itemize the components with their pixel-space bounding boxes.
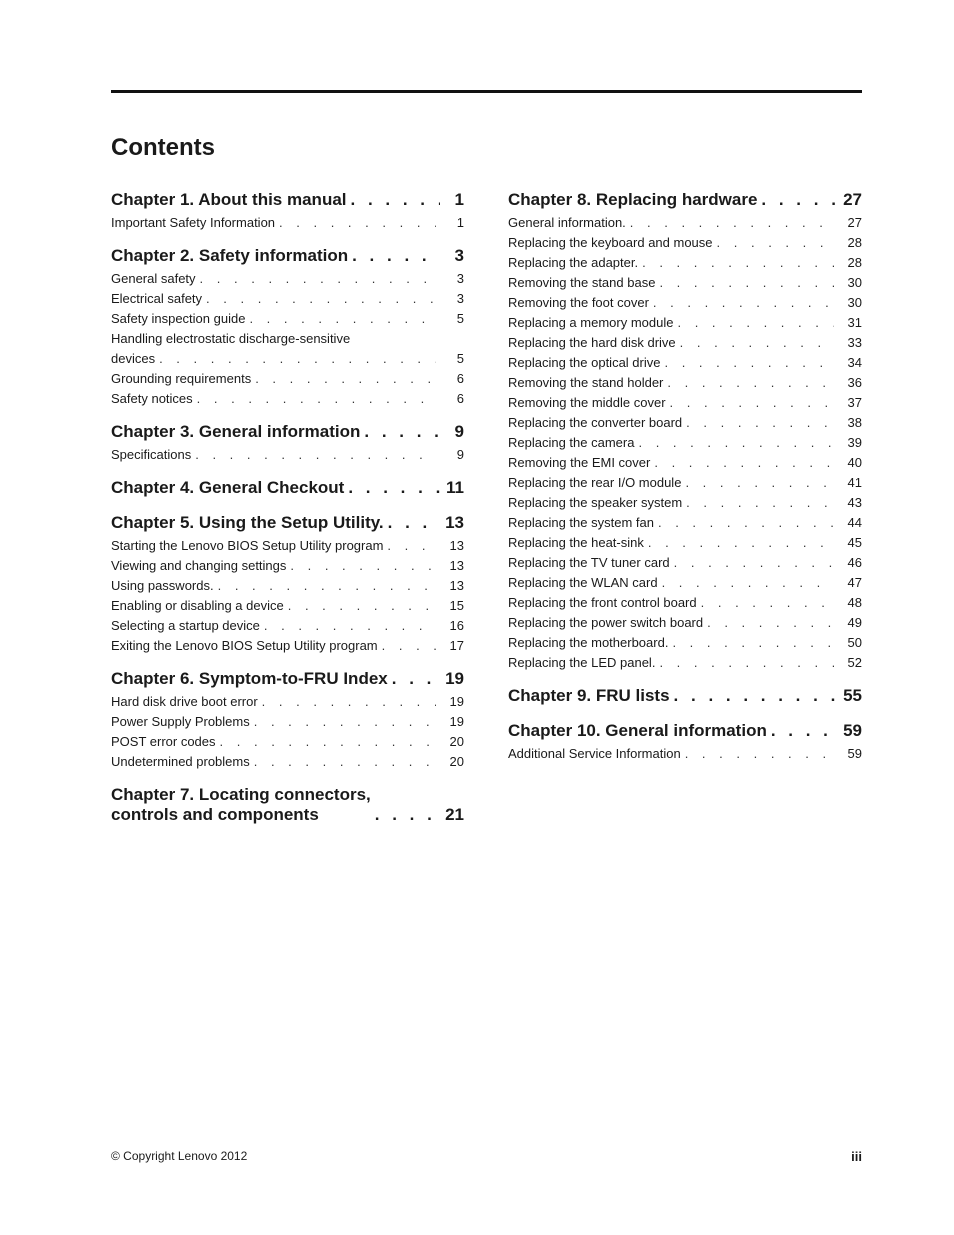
entry-page-number: 20 [449, 754, 464, 769]
entry-page-number: 13 [449, 538, 464, 553]
entry-page-number: 37 [847, 395, 862, 410]
toc-entry-link[interactable] [111, 309, 464, 329]
copyright-notice: © Copyright Lenovo 2012 [111, 1149, 248, 1163]
dot-leader [681, 473, 834, 493]
entry-title: Using passwords. [111, 578, 214, 593]
toc-chapter [111, 246, 464, 409]
dot-leader [275, 213, 436, 233]
dot-leader [245, 309, 436, 329]
entry-title: Replacing the keyboard and mouse [508, 235, 713, 250]
toc-entry-link[interactable] [508, 613, 862, 633]
toc-entry-list [111, 536, 464, 656]
toc-chapter [111, 422, 464, 465]
entry-title: Undetermined problems [111, 754, 250, 769]
toc-chapter [111, 785, 464, 825]
dot-leader [676, 333, 834, 353]
toc-entry-link[interactable] [111, 732, 464, 752]
dot-leader [384, 513, 439, 533]
dot-leader [388, 669, 439, 689]
dot-leader [383, 536, 436, 556]
toc-entry-link[interactable] [508, 553, 862, 573]
chapter-title: Chapter 5. Using the Setup Utility. [111, 513, 384, 532]
dot-leader [348, 246, 440, 266]
entry-title: Safety inspection guide [111, 311, 246, 326]
dot-leader [668, 633, 834, 653]
entry-title-line: Handling electrostatic discharge-sensitive [111, 331, 351, 346]
dot-leader [347, 190, 440, 210]
dot-leader [673, 313, 834, 333]
entry-page-number: 48 [847, 595, 862, 610]
dot-leader [650, 453, 834, 473]
chapter-heading-link[interactable] [111, 785, 464, 825]
entry-page-number: 31 [847, 315, 862, 330]
chapter-heading-link[interactable] [111, 246, 464, 266]
toc-entry-link[interactable] [111, 389, 464, 409]
chapter-title: Chapter 9. FRU lists [508, 686, 670, 705]
dot-leader [284, 596, 436, 616]
entry-title: Replacing the TV tuner card [508, 555, 670, 570]
entry-row [111, 349, 464, 369]
entry-title: Viewing and changing settings [111, 558, 287, 573]
entry-title: Grounding requirements [111, 371, 252, 386]
dot-leader [670, 553, 834, 573]
toc-right-column [508, 190, 862, 777]
dot-leader [202, 289, 436, 309]
entry-title: Specifications [111, 447, 192, 462]
toc-entry-link[interactable] [508, 393, 862, 413]
dot-leader [626, 213, 834, 233]
dot-leader [757, 190, 837, 210]
entry-page-number: 43 [847, 495, 862, 510]
toc-entry-link[interactable] [508, 533, 862, 553]
toc-entry-link[interactable] [111, 556, 464, 576]
entry-title: Replacing the hard disk drive [508, 335, 676, 350]
toc-entry-link[interactable] [508, 573, 862, 593]
entry-title: Electrical safety [111, 291, 203, 306]
toc-entry-link[interactable] [508, 273, 862, 293]
toc-entry-link[interactable] [508, 744, 862, 764]
entry-page-number: 13 [449, 578, 464, 593]
dot-leader [682, 413, 834, 433]
chapter-heading-link[interactable] [111, 478, 464, 498]
toc-entry-list [508, 213, 862, 673]
chapter-page-number: 13 [445, 513, 464, 532]
entry-page-number: 38 [847, 415, 862, 430]
toc-chapter [111, 513, 464, 656]
dot-leader [655, 653, 834, 673]
entry-title: POST error codes [111, 734, 216, 749]
chapter-title: Chapter 6. Symptom-to-FRU Index [111, 669, 388, 688]
entry-page-number: 9 [456, 447, 464, 462]
chapter-title-lines [111, 785, 371, 825]
dot-leader [286, 556, 436, 576]
dot-leader [360, 422, 440, 442]
entry-page-number: 45 [847, 535, 862, 550]
toc-chapter [111, 669, 464, 772]
toc-entry-link[interactable] [508, 513, 862, 533]
toc-entry-list [111, 269, 464, 409]
entry-page-number: 50 [847, 635, 862, 650]
entry-page-number: 13 [449, 558, 464, 573]
entry-page-number: 33 [847, 335, 862, 350]
chapter-page-number: 55 [843, 686, 862, 705]
toc-entry-link[interactable] [508, 453, 862, 473]
entry-page-number: 44 [847, 515, 862, 530]
dot-leader [191, 445, 436, 465]
entry-page-number: 1 [456, 215, 464, 230]
toc-entry-list [111, 445, 464, 465]
entry-page-number: 34 [847, 355, 862, 370]
entry-title: Important Safety Information [111, 215, 276, 230]
chapter-heading-link[interactable] [508, 190, 862, 210]
entry-page-number: 39 [847, 435, 862, 450]
dot-leader [663, 373, 834, 393]
entry-title: Replacing the adapter. [508, 255, 639, 270]
entry-page-number: 52 [847, 655, 862, 670]
entry-title-line: devices [111, 351, 156, 366]
chapter-title: Chapter 8. Replacing hardware [508, 190, 758, 209]
entry-title: Replacing the rear I/O module [508, 475, 682, 490]
entry-page-number: 3 [456, 291, 464, 306]
entry-title: Hard disk drive boot error [111, 694, 258, 709]
entry-page-number: 20 [449, 734, 464, 749]
toc-entry-link[interactable] [508, 473, 862, 493]
chapter-heading-link[interactable] [111, 669, 464, 689]
entry-page-number: 28 [847, 255, 862, 270]
entry-title: Replacing the camera [508, 435, 635, 450]
toc-entry-link[interactable] [111, 213, 464, 233]
dot-leader [634, 433, 834, 453]
toc-entry-link[interactable] [508, 593, 862, 613]
entry-title: Replacing the speaker system [508, 495, 683, 510]
toc-entry-link[interactable] [508, 333, 862, 353]
toc-chapter [508, 190, 862, 673]
entry-title: Selecting a startup device [111, 618, 260, 633]
chapter-title: Chapter 10. General information [508, 721, 767, 740]
chapter-page-number: 59 [843, 721, 862, 740]
entry-page-number: 30 [847, 295, 862, 310]
toc-entry-link[interactable] [111, 289, 464, 309]
entry-page-number: 30 [847, 275, 862, 290]
entry-page-number: 49 [847, 615, 862, 630]
dot-leader [196, 269, 436, 289]
dot-leader [638, 253, 834, 273]
dot-leader [649, 293, 834, 313]
toc-entry-link[interactable] [508, 433, 862, 453]
chapter-page-number: 27 [843, 190, 862, 209]
entry-title: General safety [111, 271, 196, 286]
toc-entry-link[interactable] [111, 536, 464, 556]
page-title: Contents [111, 134, 215, 161]
dot-leader [258, 692, 436, 712]
entry-title: Replacing the power switch board [508, 615, 704, 630]
chapter-page-number: 11 [446, 478, 464, 497]
toc-entry-link[interactable] [508, 373, 862, 393]
dot-leader [658, 573, 834, 593]
dot-leader [251, 369, 436, 389]
dot-leader [260, 616, 436, 636]
toc-left-column [111, 190, 464, 840]
dot-leader [682, 493, 834, 513]
toc-entry-link[interactable] [508, 493, 862, 513]
entry-title: Removing the middle cover [508, 395, 666, 410]
toc-entry-link[interactable] [111, 445, 464, 465]
chapter-page-number: 9 [454, 422, 464, 441]
dot-leader [670, 686, 838, 706]
entry-page-number: 5 [456, 311, 464, 326]
entry-title: Replacing the converter board [508, 415, 683, 430]
entry-page-number: 28 [847, 235, 862, 250]
toc-entry-link[interactable] [508, 253, 862, 273]
entry-page-number: 6 [456, 371, 464, 386]
chapter-page-number: 19 [445, 669, 464, 688]
toc-chapter [508, 721, 862, 764]
toc-entry-link[interactable] [111, 636, 464, 656]
chapter-page-number: 3 [454, 246, 464, 265]
toc-entry-list [111, 692, 464, 772]
entry-page-number: 46 [847, 555, 862, 570]
entry-page-number: 3 [456, 271, 464, 286]
top-rule [111, 90, 862, 93]
dot-leader [250, 712, 436, 732]
chapter-heading-link[interactable] [111, 422, 464, 442]
toc-entry-link[interactable] [111, 616, 464, 636]
toc-entry-list [111, 213, 464, 233]
dot-leader [655, 273, 834, 293]
entry-title: Additional Service Information [508, 746, 681, 761]
entry-title: Starting the Lenovo BIOS Setup Utility program [111, 538, 384, 553]
entry-title: Replacing the WLAN card [508, 575, 658, 590]
toc-entry-link[interactable] [111, 596, 464, 616]
toc-chapter [508, 686, 862, 706]
dot-leader [371, 805, 439, 825]
dot-leader [250, 752, 436, 772]
entry-page-number: 47 [847, 575, 862, 590]
chapter-heading-link[interactable] [111, 190, 464, 210]
entry-title: Power Supply Problems [111, 714, 250, 729]
chapter-title: Chapter 4. General Checkout [111, 478, 345, 497]
entry-title: Replacing the system fan [508, 515, 654, 530]
toc-entry-link[interactable] [111, 752, 464, 772]
entry-title: Removing the EMI cover [508, 455, 651, 470]
dot-leader [644, 533, 834, 553]
entry-page-number: 6 [456, 391, 464, 406]
toc-chapter [111, 478, 464, 498]
chapter-heading-link[interactable] [508, 686, 862, 706]
toc-entry-link[interactable] [508, 313, 862, 333]
entry-title: Removing the stand base [508, 275, 656, 290]
dot-leader [666, 393, 834, 413]
toc-entry-link[interactable] [111, 692, 464, 712]
entry-title: Replacing the motherboard. [508, 635, 669, 650]
entry-page-number: 15 [449, 598, 464, 613]
entry-title: Removing the foot cover [508, 295, 649, 310]
entry-title: Replacing the optical drive [508, 355, 661, 370]
entry-page-number: 17 [449, 638, 464, 653]
dot-leader [193, 389, 436, 409]
entry-title: Enabling or disabling a device [111, 598, 284, 613]
entry-page-number: 41 [847, 475, 862, 490]
dot-leader [155, 349, 436, 369]
chapter-title-line: controls and components [111, 805, 319, 824]
entry-page-number: 5 [456, 351, 464, 366]
entry-title: Replacing the front control board [508, 595, 697, 610]
dot-leader [214, 576, 436, 596]
entry-page-number: 16 [449, 618, 464, 633]
toc-entry-link[interactable] [508, 353, 862, 373]
toc-entry-link[interactable] [111, 329, 464, 369]
chapter-title-line: Chapter 7. Locating connectors, [111, 785, 371, 804]
dot-leader [681, 744, 834, 764]
page-number: iii [851, 1149, 862, 1164]
toc-entry-list [508, 744, 862, 764]
entry-page-number: 40 [847, 455, 862, 470]
entry-title: Safety notices [111, 391, 193, 406]
entry-title: General information. [508, 215, 626, 230]
chapter-page-number: 1 [454, 190, 464, 209]
toc-entry-link[interactable] [111, 269, 464, 289]
dot-leader [713, 233, 834, 253]
toc-entry-link[interactable] [508, 653, 862, 673]
entry-title: Exiting the Lenovo BIOS Setup Utility program [111, 638, 378, 653]
dot-leader [697, 593, 834, 613]
entry-page-number: 59 [847, 746, 862, 761]
entry-page-number: 19 [449, 714, 464, 729]
toc-entry-link[interactable] [508, 413, 862, 433]
toc-entry-link[interactable] [508, 293, 862, 313]
entry-title: Replacing the heat-sink [508, 535, 644, 550]
dot-leader [767, 721, 837, 741]
toc-entry-link[interactable] [508, 213, 862, 233]
entry-page-number: 27 [847, 215, 862, 230]
entry-title: Replacing a memory module [508, 315, 674, 330]
dot-leader [703, 613, 834, 633]
dot-leader [378, 636, 436, 656]
dot-leader [660, 353, 834, 373]
entry-page-number: 36 [847, 375, 862, 390]
entry-page-number: 19 [449, 694, 464, 709]
dot-leader [654, 513, 834, 533]
toc-entry-link[interactable] [111, 369, 464, 389]
dot-leader [216, 732, 436, 752]
dot-leader [344, 478, 440, 498]
toc-entry-link[interactable] [508, 633, 862, 653]
entry-title: Removing the stand holder [508, 375, 664, 390]
chapter-title: Chapter 1. About this manual [111, 190, 347, 209]
chapter-heading-link[interactable] [508, 721, 862, 741]
chapter-heading-link[interactable] [111, 513, 464, 533]
toc-entry-link[interactable] [508, 233, 862, 253]
toc-chapter [111, 190, 464, 233]
chapter-title: Chapter 2. Safety information [111, 246, 349, 265]
entry-title: Replacing the LED panel. [508, 655, 656, 670]
chapter-title: Chapter 3. General information [111, 422, 361, 441]
toc-entry-link[interactable] [111, 576, 464, 596]
chapter-page-number: 21 [445, 805, 464, 824]
toc-entry-link[interactable] [111, 712, 464, 732]
